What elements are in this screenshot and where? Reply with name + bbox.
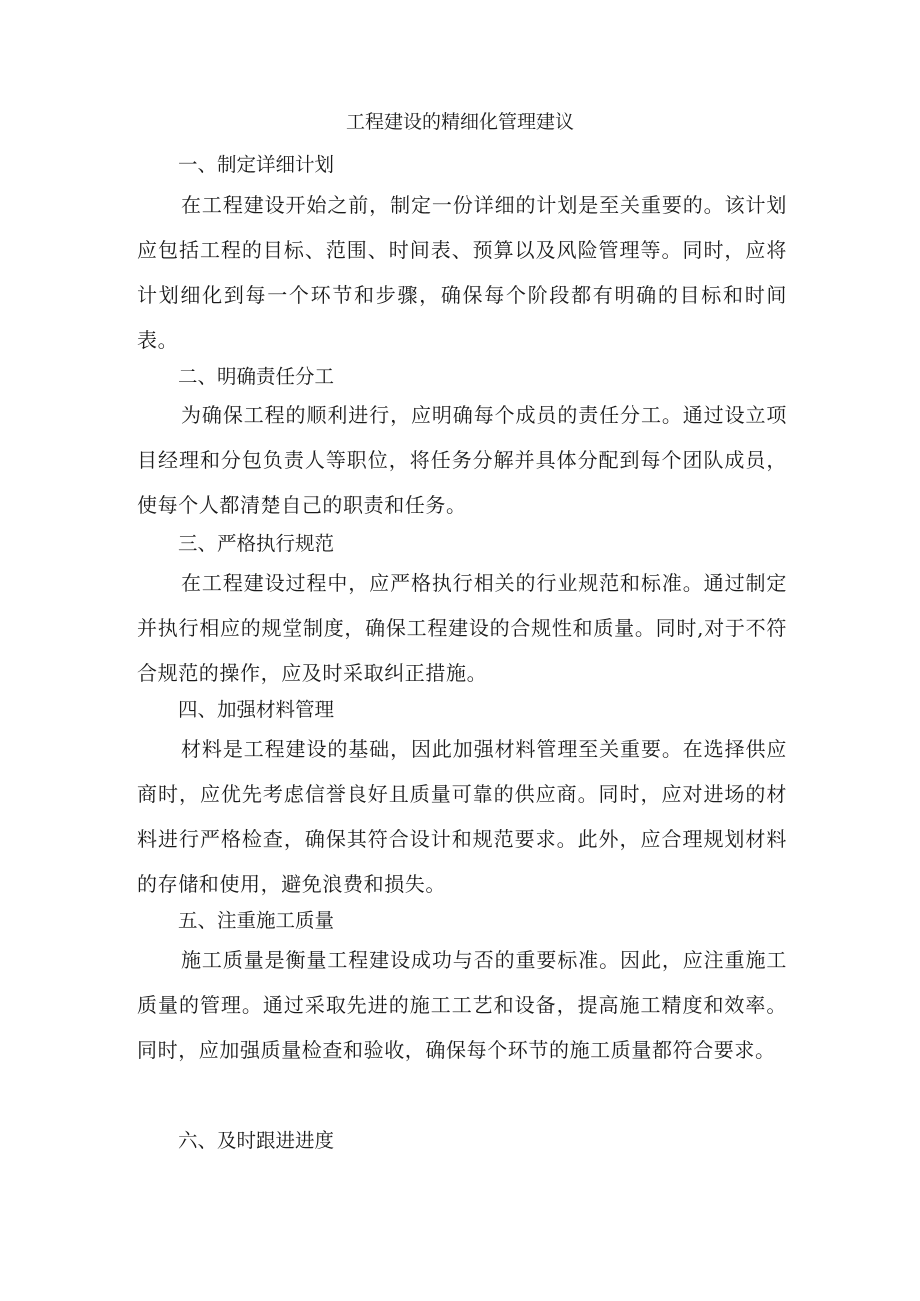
section-4-body: 材料是工程建设的基础，因此加强材料管理至关重要。在选择供应商时，应优先考虑信誉良好且质量可靠的供应商。同时，应对进场的材料进行严格检查，确保其符合设计和规范要求。此外，应合理规划材料的存储和使用，避免浪费和损失。 (137, 737, 787, 896)
section-5-heading: 五、注重施工质量 (178, 909, 335, 932)
section-5-body: 施工质量是衡量工程建设成功与否的重要标准。因此，应注重施工质量的管理。通过采取先进的施工工艺和设备，提高施工精度和效率。同时，应加强质量检查和验收，确保每个环节的施工质量都符合要求。 (137, 948, 787, 1062)
section-3-heading: 三、严格执行规范 (178, 532, 335, 555)
section-1-body: 在工程建设开始之前，制定一份详细的计划是至关重要的。该计划应包括工程的目标、范围、时间表、预算以及风险管理等。同时，应将计划细化到每一个环节和步骤，确保每个阶段都有明确的目标和时间表。 (137, 193, 787, 352)
document-title: 工程建设的精细化管理建议 (345, 111, 574, 133)
section-6-heading: 六、及时跟进进度 (178, 1129, 335, 1152)
section-2-body: 为确保工程的顺利进行，应明确每个成员的责任分工。通过设立项目经理和分包负责人等职位，将任务分解并具体分配到每个团队成员，使每个人都清楚自己的职责和任务。 (137, 403, 787, 517)
section-1-heading: 一、制定详细计划 (178, 153, 335, 176)
section-3-body: 在工程建设过程中，应严格执行相关的行业规范和标准。通过制定并执行相应的规堂制度，确保工程建设的合规性和质量。同时,对于不符合规范的操作，应及时采取纠正措施。 (137, 571, 787, 685)
section-2-heading: 二、明确责任分工 (178, 365, 335, 388)
section-4-heading: 四、加强材料管理 (178, 698, 335, 721)
